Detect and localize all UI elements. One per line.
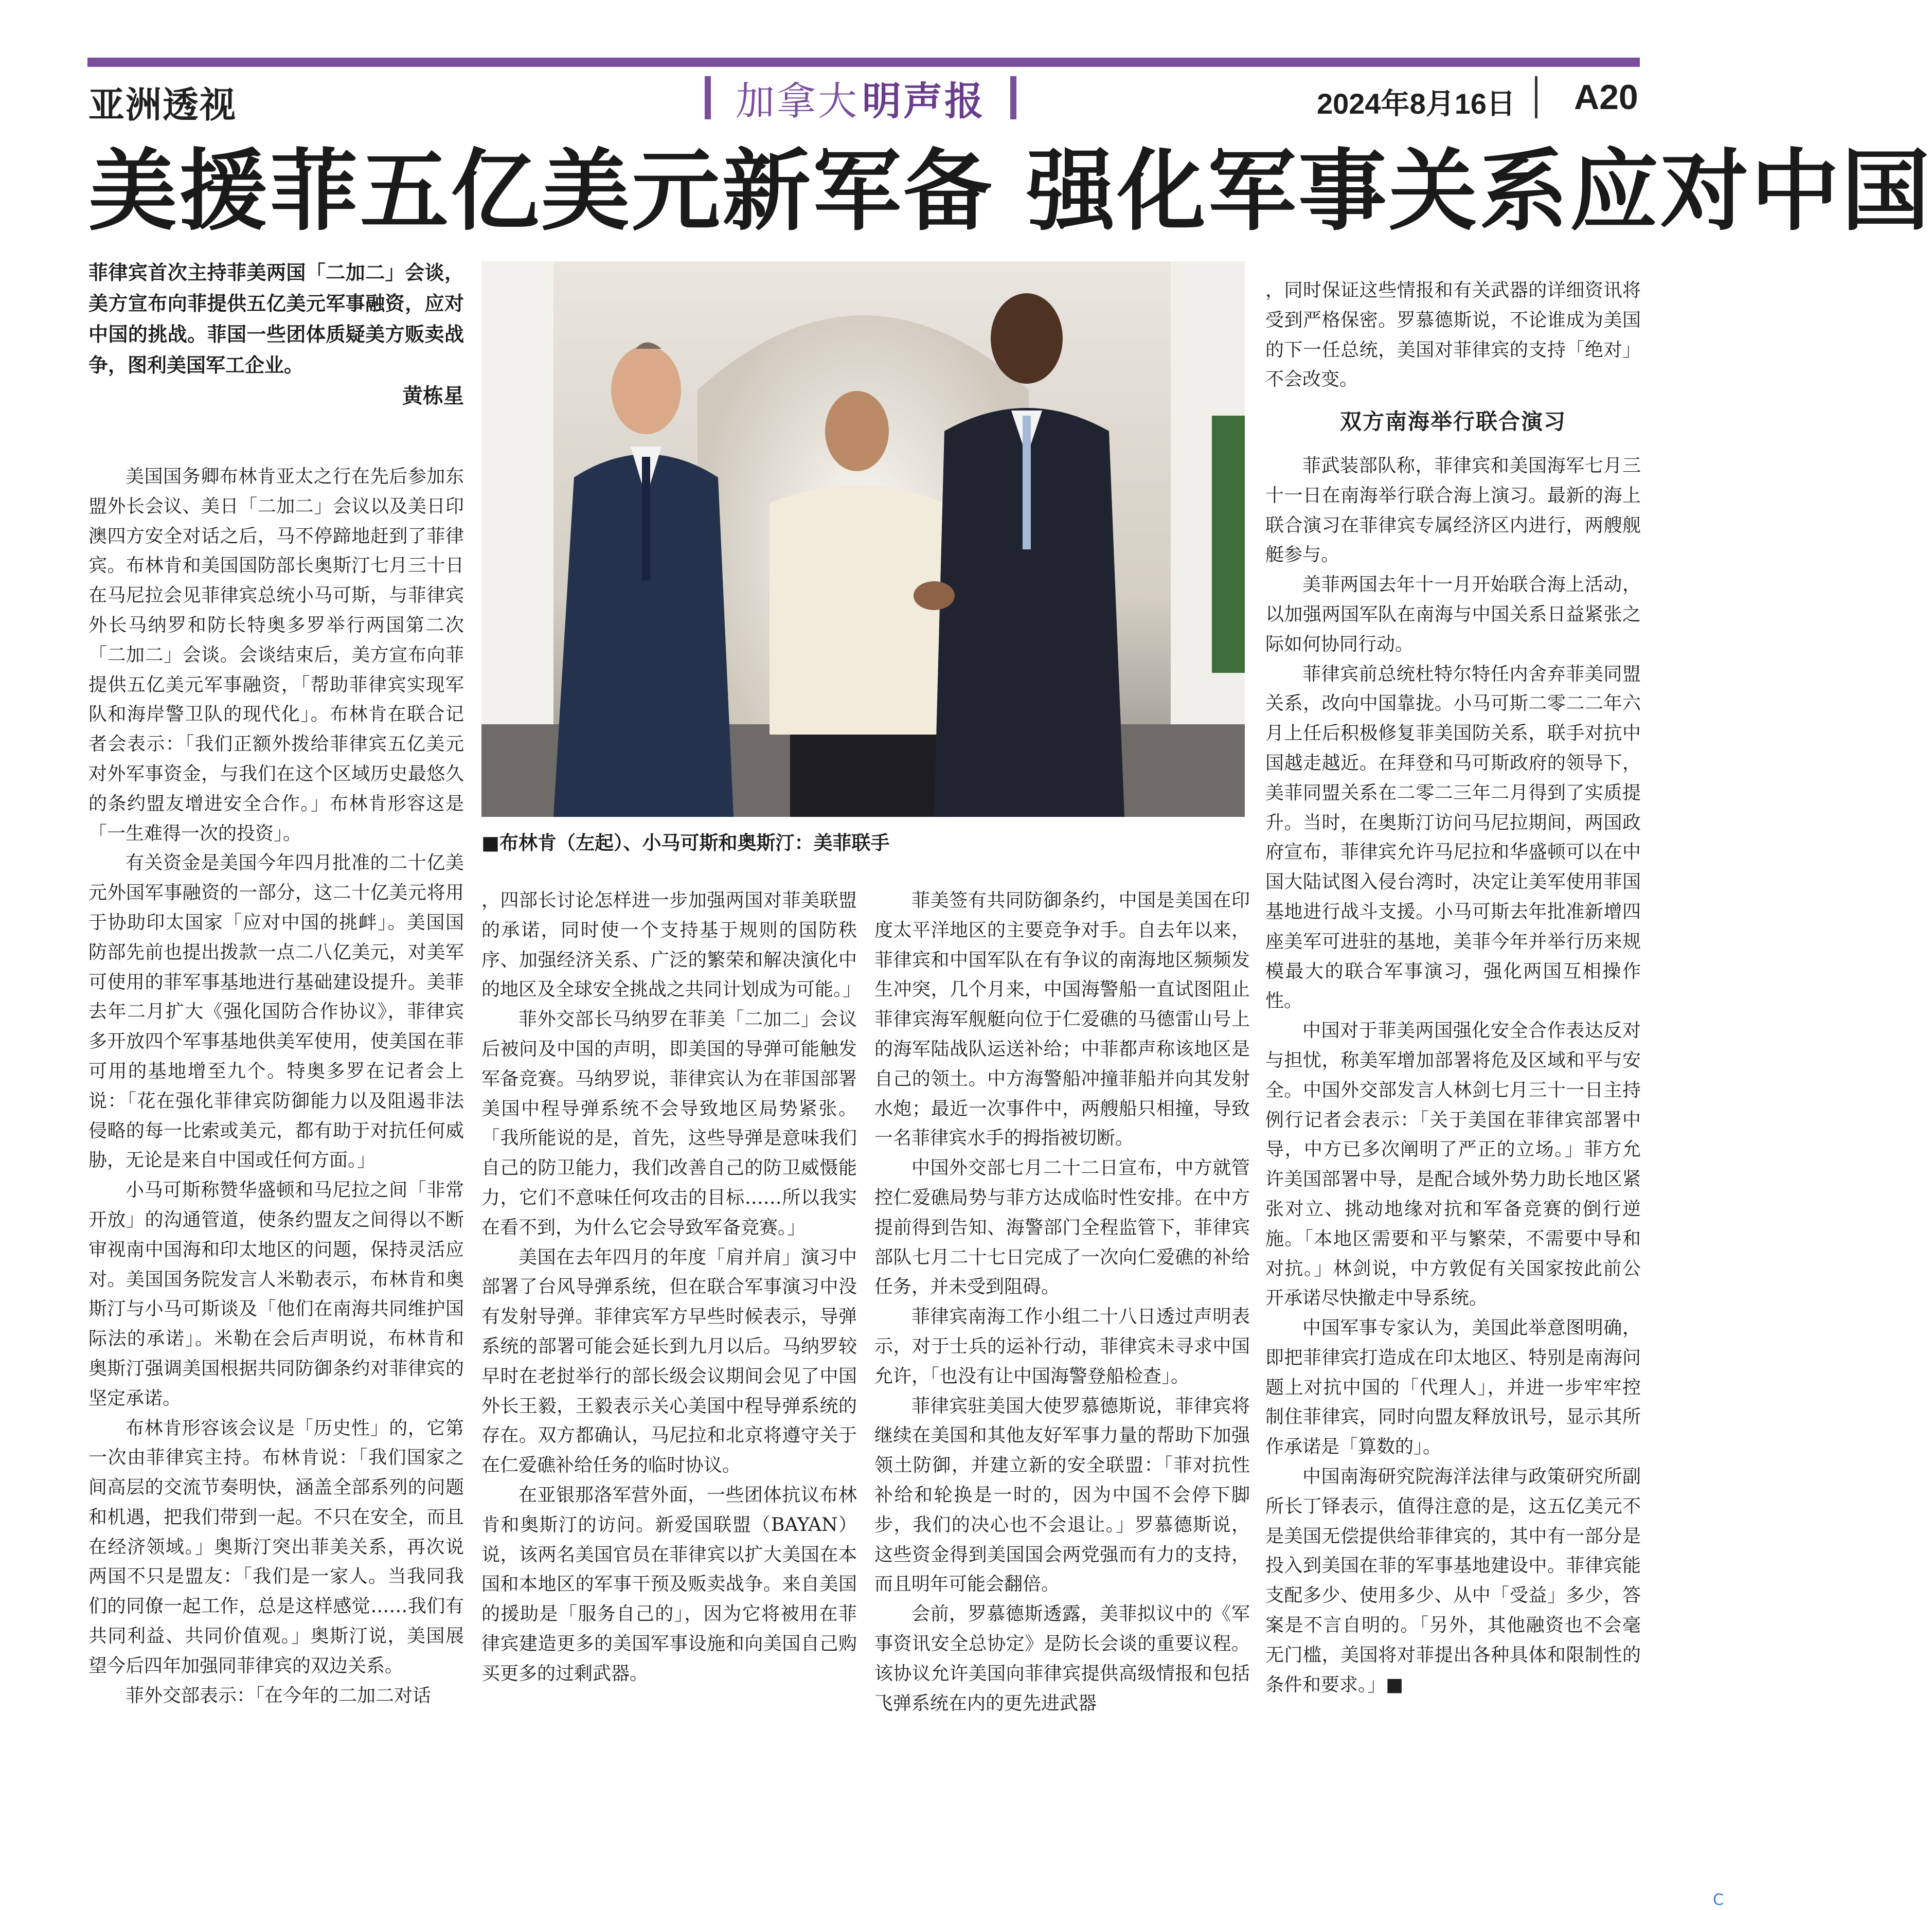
subheading: 双方南海举行联合演习 [1339,409,1566,435]
paragraph: 会前，罗慕德斯透露，美菲拟议中的《军事资讯安全总协定》是防长会谈的重要议程。该协议允许美国向菲律宾提供高级情报和包括飞弹系统在内的更先进武器 [874,1603,1250,1714]
paragraph: 中国军事专家认为，美国此举意图明确，即把菲律宾打造成在印太地区、特别是南海问题上对抗中国的「代理人」，并进一步牢牢控制住菲律宾，同时向盟友释放讯号，显示其所作承诺是「算数的」。 [1265,1317,1641,1458]
paragraph: 菲外交部表示：「在今年的二加二对话 [126,1685,432,1706]
paragraph: 美菲两国去年十一月开始联合海上活动，以加强两国军队在南海与中国关系日益紧张之际如何协同行动。 [1265,574,1641,655]
paragraph: 有关资金是美国今年四月批准的二十亿美元外国军事融资的一部分，这二十亿美元将用于协助印太国家「应对中国的挑衅」。美国国防部先前也提出拨款一点二八亿美元，对美军可使用的菲军事基地进行基础建设提升。美菲去年二月扩大《强化国防合作协议》，菲律宾多开放四个军事基地供美军使用，使美国在菲可用的基地增至九个。特奥多罗在记者会上说：「花在强化菲律宾防御能力以及阻遏非法侵略的每一比索或美元，都有助于对抗任何威胁，无论是来自中国或任何方面。」 [88,852,464,1171]
paragraph: 布林肯形容该会议是「历史性」的，它第一次由菲律宾主持。布林肯说：「我们国家之间高层的交流节奏明快，涵盖全部系列的问题和机遇，把我们带到一起。不只在安全，而且在经济领域。」奥斯汀突出菲美关系，再次说两国不只是盟友：「我们是一家人。当我同我们的同僚一起工作，总是这样感觉……我们有共同利益、共同价值观。」奥斯汀说，美国展望今后四年加强同菲律宾的双边关系。 [88,1417,464,1676]
header-divider [1535,76,1537,118]
masthead [705,72,1016,123]
paragraph: 菲外交部长马纳罗在菲美「二加二」会议后被问及中国的声明，即美国的导弹可能触发军备竞赛。马纳罗说，菲律宾认为在菲国部署美国中程导弹系统不会导致地区局势紧张。「我所能说的是，首先，这些导弹是意味我们自己的防卫能力，我们改善自己的防卫威慑能力，它们不意味任何攻击的目标……所以我实在看不到，为什么它会导致军备竞赛。」 [481,1009,857,1238]
section-name: 亚洲透视 [88,83,237,126]
paragraph: 菲美签有共同防御条约，中国是美国在印度太平洋地区的主要竞争对手。自去年以来，菲律宾和中国军队在有争议的南海地区频频发生冲突，几个月来，中国海警船一直试图阻止菲律宾海军舰艇向位于仁爱礁的马德雷山号上的海军陆战队运送补给；中菲都声称该地区是自己的领土。中方海警船冲撞菲船并向其发射水炮；最近一次事件中，两艘船只相撞，导致一名菲律宾水手的拇指被切断。 [874,890,1250,1149]
paragraph: 菲武装部队称，菲律宾和美国海军七月三十一日在南海举行联合海上演习。最新的海上联合演习在菲律宾专属经济区内进行，两艘舰艇参与。 [1265,455,1641,566]
column-1 [88,462,464,1851]
paragraph: 小马可斯称赞华盛顿和马尼拉之间「非常开放」的沟通管道，使条约盟友之间得以不断审视南中国海和印太地区的问题，保持灵活应对。美国国务院发言人米勒表示，布林肯和奥斯汀与小马可斯谈及「他们在南海共同维护国际法的承诺」。米勒在会后声明说，布林肯和奥斯汀强调美国根据共同防御条约对菲律宾的坚定承诺。 [88,1180,464,1409]
header-rule [87,58,1640,67]
masthead-left-bar [705,76,711,119]
page-number: A20 [1574,78,1638,117]
paragraph: 美国国务卿布林肯亚太之行在先后参加东盟外长会议、美日「二加二」会议以及美日印澳四方安全对话之后，马不停蹄地赶到了菲律宾。布林肯和美国国防部长奥斯汀七月三十日在马尼拉会见菲律宾总统小马可斯，与菲律宾外长马纳罗和防长特奥多罗举行两国第二次「二加二」会谈。会谈结束后，美方宣布向菲提供五亿美元军事融资，「帮助菲律宾实现军队和海岸警卫队的现代化」。布林肯在联合记者会表示：「我们正额外拨给菲律宾五亿美元对外军事资金，与我们在这个区域历史最悠久的条约盟友增进安全合作。」布林肯形容这是「一生难得一次的投资」。 [88,466,464,844]
paragraph: ，四部长讨论怎样进一步加强两国对菲美联盟的承诺，同时使一个支持基于规则的国防秩序、加强经济关系、广泛的繁荣和解决演化中的地区及全球安全挑战之共同计划成为可能。」 [481,890,862,1001]
paragraph: 菲律宾前总统杜特尔特任内舍弃菲美同盟关系，改向中国靠拢。小马可斯二零二二年六月上任后积极修复菲美国防关系，联手对抗中国越走越近。在拜登和马可斯政府的领导下，美菲同盟关系在二零二三年二月得到了实质提升。当时，在奥斯汀访问马尼拉期间，两国政府宣布，菲律宾允许马尼拉和华盛顿可以在中国大陆试图入侵台湾时，决定让美军使用菲国基地进行战斗支援。小马可斯去年批准新增四座美军可进驻的基地，美菲今年并举行历来规模最大的联合军事演习，强化两国互相操作性。 [1265,663,1641,1012]
masthead-right-bar [1010,76,1016,119]
paragraph: 中国外交部七月二十二日宣布，中方就管控仁爱礁局势与菲方达成临时性安排。在中方提前得到告知、海警部门全程监管下，菲律宾部队七月二十七日完成了一次向仁爱礁的补给任务，并未受到阻碍。 [874,1157,1250,1298]
news-photo [481,261,1245,817]
lead-paragraph [88,257,464,412]
paragraph: 菲律宾驻美国大使罗慕德斯说，菲律宾将继续在美国和其他友好军事力量的帮助下加强领土防御，并建立新的安全联盟：「菲对抗性补给和轮换是一时的，因为中国不会停下脚步，我们的决心也不会退让。」罗慕德斯说，这些资金得到美国国会两党强而有力的支持，而且明年可能会翻倍。 [874,1395,1250,1595]
masthead-light-text: 加拿大 [736,78,859,124]
headline: 美援菲五亿美元新军备 强化军事关系应对中国 [88,138,1932,243]
corner-mark-icon: C [1713,1891,1724,1909]
column-2 [481,886,862,1853]
photo-illustration [481,261,1245,817]
paragraph: ，同时保证这些情报和有关武器的详细资讯将受到严格保密。罗慕德斯说，不论谁成为美国的下一任总统，美国对菲律宾的支持「绝对」不会改变。 [1265,280,1641,390]
lead-text: 菲律宾首次主持菲美两国「二加二」会谈，美方宣布向菲提供五亿美元军事融资，应对中国的挑战。菲国一些团体质疑美方贩卖战争，图利美国军工企业。 [88,261,464,377]
masthead-bold-text: 明声报 [862,78,986,124]
photo-caption: ■布林肯（左起）、小马可斯和奥斯汀：美菲联手 [481,832,890,854]
column-4 [1265,276,1641,1855]
paragraph: 中国南海研究院海洋法律与政策研究所副所长丁铎表示，值得注意的是，这五亿美元不是美国无偿提供给菲律宾的，其中有一部分是投入到美国在菲的军事基地建设中。菲律宾能支配多少、使用多少、从中「受益」多少，答案是不言自明的。「另外，其他融资也不会毫无门槛，美国将对菲提出各种具体和限制性的条件和要求。」■ [1265,1466,1641,1695]
paragraph: 中国对于菲美两国强化安全合作表达反对与担忧，称美军增加部署将危及区域和平与安全。中国外交部发言人林剑七月三十一日主持例行记者会表示：「关于美国在菲律宾部署中导，中方已多次阐明了严正的立场。」菲方允许美国部署中导，是配合域外势力助长地区紧张对立、挑动地缘对抗和军备竞赛的倒行逆施。「本地区需要和平与繁荣，不需要中导和对抗。」林剑说，中方敦促有关国家按此前公开承诺尽快撤走中导系统。 [1265,1020,1641,1309]
paragraph: 菲律宾南海工作小组二十八日透过声明表示，对于士兵的运补行动，菲律宾未寻求中国允许，「也没有让中国海警登船检查」。 [874,1306,1250,1387]
byline: 黄栋星 [402,384,464,408]
issue-date: 2024年8月16日 [1317,87,1516,120]
paragraph: 美国在去年四月的年度「肩并肩」演习中部署了台风导弹系统，但在联合军事演习中没有发射导弹。菲律宾军方早些时候表示，导弹系统的部署可能会延长到九月以后。马纳罗较早时在老挝举行的部长级会议期间会见了中国外长王毅，王毅表示关心美国中程导弹系统的存在。双方都确认，马尼拉和北京将遵守关于在仁爱礁补给任务的临时协议。 [481,1246,857,1476]
column-3 [874,886,1250,1853]
paragraph: 在亚银那洛军营外面，一些团体抗议布林肯和奥斯汀的访问。新爱国联盟（BAYAN）说，该两名美国官员在菲律宾以扩大美国在本国和本地区的军事干预及贩卖战争。来自美国的援助是「服务自己的」，因为它将被用在菲律宾建造更多的美国军事设施和向美国自己购买更多的过剩武器。 [481,1484,857,1684]
